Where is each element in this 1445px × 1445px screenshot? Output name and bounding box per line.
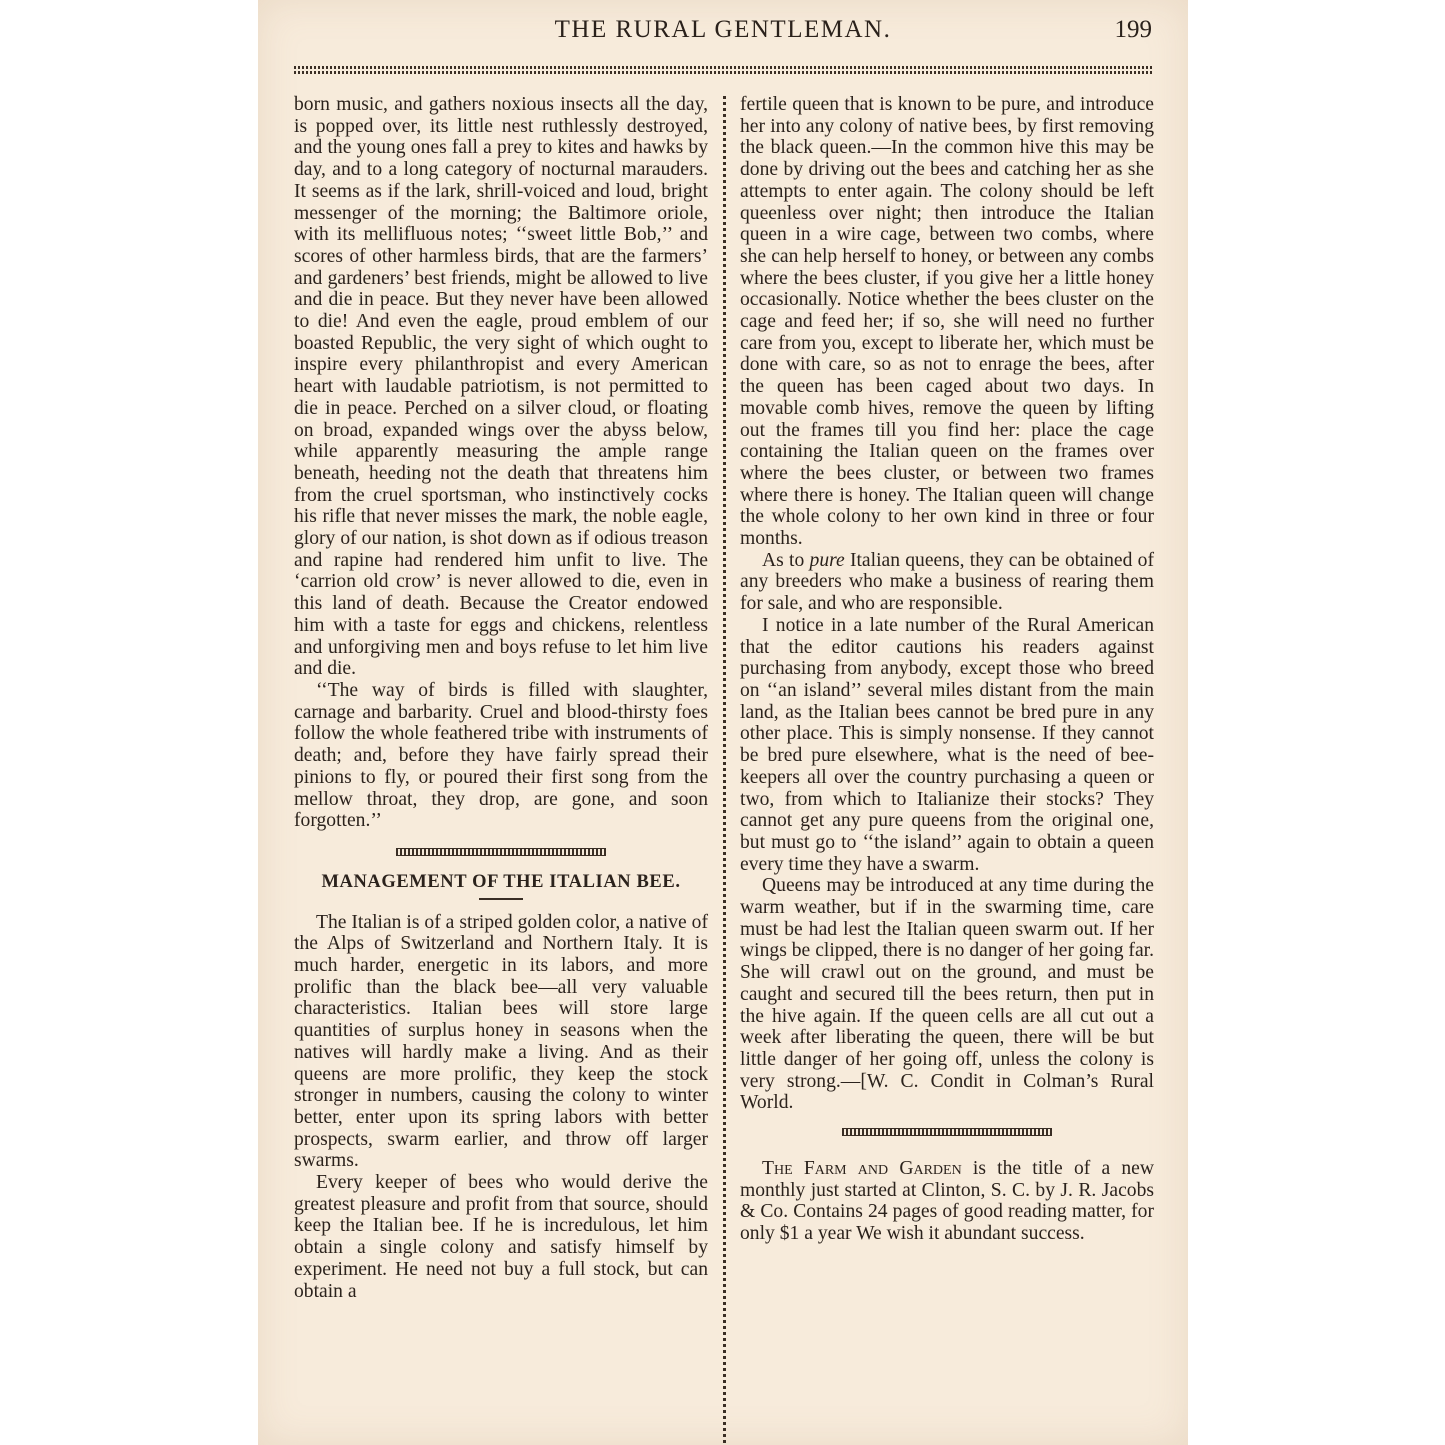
pure-italic-word: pure (809, 549, 845, 571)
left-column (294, 94, 708, 1302)
pure-queens-text-start: As to (762, 549, 810, 571)
section-separator-rule (396, 848, 606, 856)
page-header (294, 16, 1152, 50)
left-paragraph-every-keeper: Every keeper of bees who would derive the greatest pleasure and profit from that source, should keep the Italian bee. If he is incredulous, let him obtain a single colony and satisfy himself by experiment. He need not buy a full stock, but can obtain a (294, 1172, 708, 1302)
right-paragraph-introducing-queens: Queens may be introduced at any time during the warm weather, but if in the swarming time, care must be had lest the Italian queen swarm out. If her wings be clipped, there is no danger of her going far. She will crawl out on the ground, and must be caught and secured till the bees return, then put in the hive again. If the queen cells are all cut out a week after liberating the queen, there will be but little danger of her going off, unless the colony is very strong.—[W. C. Condit in Colman’s Rural World. (740, 875, 1154, 1114)
magazine-page (258, 0, 1188, 1445)
notice-separator-rule (842, 1128, 1052, 1136)
heading-underline-rule (479, 898, 523, 900)
right-paragraph-rural-american: I notice in a late number of the Rural American that the editor cautions his readers against purchasing from anybody, except those who breed on ‘‘an island’’ several miles distant from the main land, as the Italian bees cannot be bred pure in any other place. This is simply nonsense. If they cannot be bred pure elsewhere, what is the need of bee-keepers all over the country purchasing a queen or two, from which to Italianize their stocks? They cannot get any pure queens from the original one, but must go to ‘‘the island’’ again to obtain a queen every time they have a swarm. (740, 614, 1154, 875)
left-paragraph-italian-description: The Italian is of a striped golden color, a native of the Alps of Switzerland and Northern Italy. It is much harder, energetic in its labors, and more prolific than the black bee—all very valuable characteristics. Italian bees will store large quantities of surplus honey in seasons when the natives will hardly make a living. And as their queens are more prolific, they keep the stock stronger in numbers, causing the colony to winter better, enter upon its spring labors with better prospects, swarm earlier, and throw off larger swarms. (294, 911, 708, 1172)
left-paragraph-quotation: ‘‘The way of birds is filled with slaughter, carnage and barbarity. Cruel and blood-thirsty foes follow the whole feathered tribe with instruments of death; and, before they have fairly spread their pinions to fly, or poured their first song from the mellow throat, they drop, are gone, and soon forgotten.’’ (294, 679, 708, 832)
running-title: THE RURAL GENTLEMAN. (554, 16, 892, 43)
header-double-dotted-rule (294, 66, 1152, 74)
section-heading: MANAGEMENT OF THE ITALIAN BEE. (321, 871, 681, 892)
right-paragraph-pure-queens (740, 550, 1154, 615)
page-number: 199 (1114, 16, 1152, 43)
right-column (740, 94, 1154, 1245)
column-divider (723, 96, 726, 1445)
left-paragraph-birds-continued: born music, and gathers noxious insects all the day, is popped over, its little nest ruthlessly destroyed, and the young ones fall a prey to kites and hawks by day, and to a long category of nocturnal marauders. It seems as if the lark, shrill-voiced and loud, bright messenger of the morning; the Baltimore oriole, with its mellifluous notes; ‘‘sweet little Bob,’’ and scores of other harmless birds, that are the farmers’ and gardeners’ best friends, might be allowed to live and die in peace. But they never have been allowed to die! And even the eagle, proud emblem of our boasted Republic, the very sight of which ought to inspire every philanthropist and every American heart with laudable patriotism, is not permitted to die in peace. Perched on a silver cloud, or floating on broad, expanded wings over the abyss below, while apparently measuring the ample range beneath, heeding not the death that threatens him from the cruel sportsman, who instinctively cocks his rifle that never misses the mark, the noble eagle, glory of our nation, is shot down as if odious treason and rapine had rendered him unfit to live. The ‘carrion old crow’ is never allowed to die, even in this land of death. Because the Creator endowed him with a taste for eggs and chickens, relentless and unforgiving men and boys refuse to let him live and die. (294, 94, 708, 680)
pure-queens-text-rest: Italian queens, they can be obtained of any breeders who make a business of rearing them for sale, and who are responsible. (740, 549, 1154, 615)
right-paragraph-farm-and-garden (740, 1158, 1154, 1245)
farm-and-garden-title: The Farm and Garden (762, 1158, 962, 1180)
right-paragraph-fertile-queen: fertile queen that is known to be pure, and introduce her into any colony of native bees, by first removing the black queen.—In the common hive this may be done by driving out the bees and catching her as she attempts to enter again. The colony should be left queenless over night; then introduce the Italian queen in a wire cage, between two combs, where she can help herself to honey, or between any combs where the bees cluster, if you give her a little honey occasionally. Notice whether the bees cluster on the cage and feed her; if so, she will need no further care from you, except to liberate her, which must be done with care, so as not to enrage the bees, after the queen has been caged about two days. In movable comb hives, remove the queen by lifting out the frames till you find her: place the cage containing the Italian queen on the frames over where the bees cluster, or between two frames where there is honey. The Italian queen will change the whole colony to her own kind in three or four months. (740, 94, 1154, 550)
farm-and-garden-text: is the title of a new monthly just started at Clinton, S. C. by J. R. Jacobs & Co. Contains 24 pages of good reading matter, for only $1 a year We wish it abundant success. (740, 1158, 1154, 1245)
